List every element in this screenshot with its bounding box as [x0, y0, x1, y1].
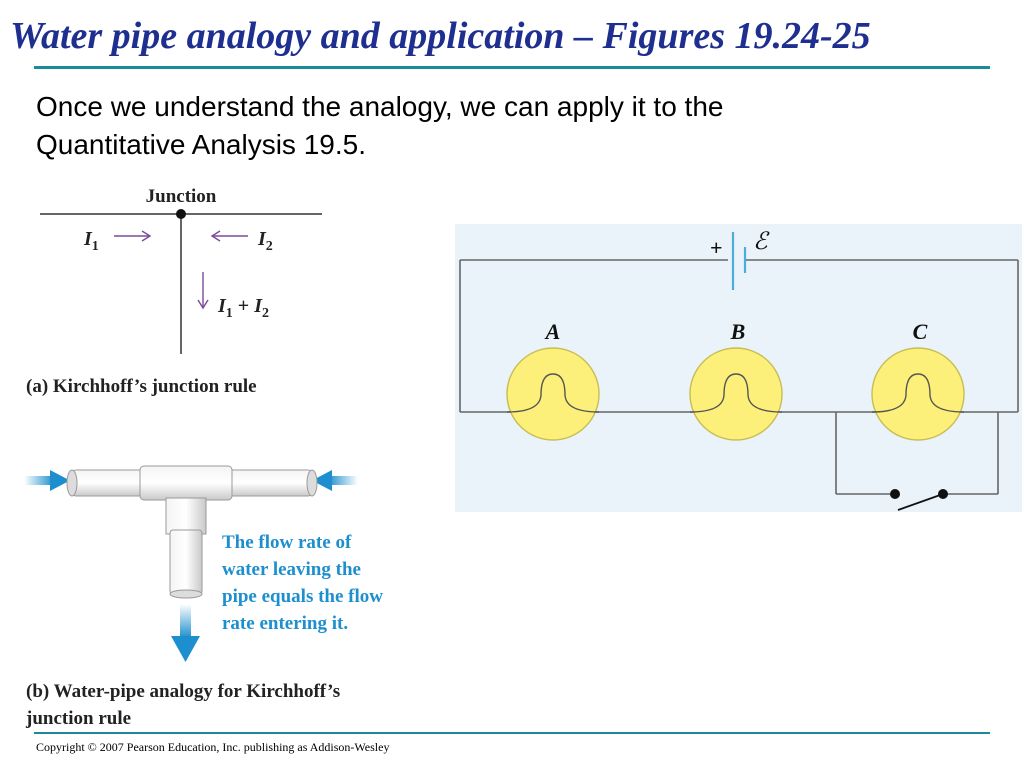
current-i2-label: $I_2$	[258, 228, 273, 254]
vertical-pipe	[166, 498, 206, 598]
junction-node	[176, 209, 186, 219]
slide-title: Water pipe analogy and application – Figures 19.24-25	[10, 15, 871, 57]
bulb-a-globe	[507, 348, 599, 440]
pipe-figure	[24, 466, 388, 729]
pipe-note: The flow rate of water leaving the pipe equals the flow rate entering it.	[222, 532, 383, 634]
caption-b: (b) Water-pipe analogy for Kirchhoff’s junction rule	[26, 681, 341, 729]
body-text-line-2: Quantitative Analysis 19.5.	[36, 129, 366, 160]
copyright-notice: Copyright © 2007 Pearson Education, Inc. publishing as Addison-Wesley	[36, 740, 390, 754]
bulb-b-label: B	[730, 319, 746, 344]
junction-figure	[26, 186, 322, 397]
circuit-figure	[455, 224, 1022, 512]
bulb-c-globe	[872, 348, 964, 440]
inflow-right-arrow-icon	[312, 470, 358, 491]
outflow-down-arrow-icon	[171, 604, 200, 662]
current-i1-label: $I_1$	[84, 228, 99, 254]
junction-label: Junction	[145, 186, 217, 207]
current-sum-arrow-icon	[198, 272, 208, 308]
emf-label: ℰ	[753, 229, 768, 255]
inflow-left-arrow-icon	[24, 470, 70, 491]
bulb-c-label: C	[912, 319, 928, 344]
bulb-a-label: A	[545, 319, 561, 344]
battery-plus-label: +	[710, 235, 723, 260]
body-text-line-1: Once we understand the analogy, we can apply it to the	[36, 91, 724, 122]
bulb-b-globe	[690, 348, 782, 440]
horizontal-pipe	[67, 466, 317, 500]
current-i1-arrow-icon	[114, 231, 150, 241]
current-i2-arrow-icon	[212, 231, 248, 241]
current-sum-label: $I_1 + I_2$	[218, 295, 269, 321]
caption-a: (a) Kirchhoff’s junction rule	[26, 376, 257, 397]
footer-rule	[34, 732, 990, 734]
